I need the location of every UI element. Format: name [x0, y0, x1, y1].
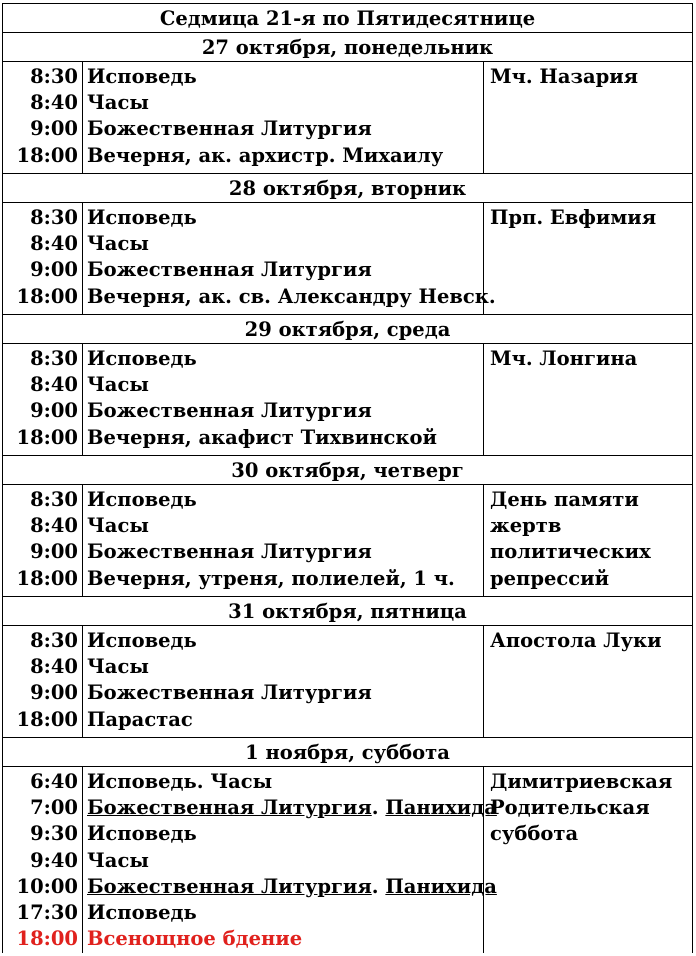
service-name: Исповедь [87, 206, 197, 229]
service-time: 8:40 [30, 91, 78, 115]
service-time: 9:00 [30, 540, 78, 564]
service-name: Часы [87, 232, 149, 256]
service-time: 8:30 [30, 347, 78, 370]
service-time: 8:40 [30, 373, 78, 397]
service-name: Часы [87, 848, 149, 872]
saint-of-day: Прп. Евфимия [490, 206, 657, 229]
service-time: 8:40 [30, 655, 78, 679]
service-name: Вечерня, акафист Тихвинской [87, 425, 437, 449]
service-name: Исповедь [87, 629, 197, 652]
service-name: Вечерня, ак. архистр. Михаилу [87, 143, 444, 167]
service-time-highlighted: 18:00 [16, 927, 78, 951]
service-name: Вечерня, ак. св. Александру Невск. [87, 284, 496, 308]
service-time: 6:40 [30, 770, 78, 793]
service-time: 9:00 [30, 258, 78, 282]
service-time: 9:00 [30, 399, 78, 423]
saint-of-day: Мч. Назария [490, 65, 639, 88]
service-name: Исповедь [87, 347, 197, 370]
service-time: 10:00 [16, 874, 78, 898]
service-time: 9:40 [30, 848, 78, 872]
services-column [83, 626, 484, 737]
memorial-service: Панихида [385, 796, 497, 820]
service-time: 8:30 [30, 629, 78, 652]
service-name: Исповедь [87, 65, 197, 88]
day-heading: 27 октября, понедельник [3, 33, 692, 62]
separator: . [371, 796, 386, 820]
service-time: 8:40 [30, 232, 78, 256]
page-title: Седмица 21-я по Пятидесятнице [3, 4, 692, 33]
times-column [3, 767, 83, 953]
saint-of-day: День памяти жертв политических репрессий [490, 488, 651, 590]
day-heading: 29 октября, среда [3, 315, 692, 344]
day-block [3, 344, 692, 456]
service-name: Часы [87, 373, 149, 397]
service-time: 18:00 [16, 143, 78, 167]
day-block [3, 767, 692, 953]
schedule-table [2, 3, 693, 953]
service-time: 8:30 [30, 488, 78, 511]
times-column [3, 344, 83, 455]
service-name-highlighted: Всенощное бдение [87, 927, 303, 951]
service-name: Исповедь [87, 822, 197, 846]
service-name: Божественная Литургия [87, 540, 372, 564]
service-name: Божественная Литургия [87, 874, 372, 898]
separator: . [371, 874, 386, 898]
day-heading: 28 октября, вторник [3, 174, 692, 203]
service-time: 9:30 [30, 822, 78, 846]
service-time: 18:00 [16, 425, 78, 449]
service-name: Часы [87, 514, 149, 538]
service-name: Часы [87, 655, 149, 679]
service-name: Вечерня, утреня, полиелей, 1 ч. [87, 566, 455, 590]
day-heading: 30 октября, четверг [3, 456, 692, 485]
service-time: 8:40 [30, 514, 78, 538]
service-time: 8:30 [30, 206, 78, 229]
times-column [3, 62, 83, 173]
times-column [3, 203, 83, 314]
service-name: Божественная Литургия [87, 399, 372, 423]
service-time: 18:00 [16, 566, 78, 590]
services-column [83, 62, 484, 173]
saint-of-day: Мч. Лонгина [490, 347, 638, 370]
services-column [83, 767, 497, 953]
service-time: 18:00 [16, 707, 78, 731]
service-time: 18:00 [16, 284, 78, 308]
day-block [3, 62, 692, 174]
times-column [3, 485, 83, 596]
service-time: 9:00 [30, 117, 78, 141]
services-column [83, 344, 484, 455]
service-name: Исповедь. Часы [87, 770, 273, 793]
services-column [83, 203, 496, 314]
service-time: 7:00 [30, 796, 78, 820]
saint-of-day: Димитриевская Родительская суббота [490, 770, 673, 846]
day-block [3, 485, 692, 597]
service-name: Божественная Литургия [87, 117, 372, 141]
service-name: Божественная Литургия [87, 681, 372, 705]
service-name: Часы [87, 91, 149, 115]
service-line [83, 874, 497, 900]
times-column [3, 626, 83, 737]
services-column [83, 485, 484, 596]
day-heading: 31 октября, пятница [3, 597, 692, 626]
memorial-service: Панихида [385, 874, 497, 898]
service-name: Исповедь [87, 488, 197, 511]
service-time: 8:30 [30, 65, 78, 88]
day-heading: 1 ноября, суббота [3, 738, 692, 767]
service-name: Исповедь [87, 900, 197, 924]
day-block [3, 626, 692, 738]
service-time: 17:30 [16, 900, 78, 924]
service-name: Божественная Литургия [87, 796, 372, 820]
service-line [83, 795, 497, 821]
service-name: Парастас [87, 707, 193, 731]
service-name: Божественная Литургия [87, 258, 372, 282]
day-block [3, 203, 692, 315]
service-time: 9:00 [30, 681, 78, 705]
saint-of-day: Апостола Луки [490, 629, 662, 652]
